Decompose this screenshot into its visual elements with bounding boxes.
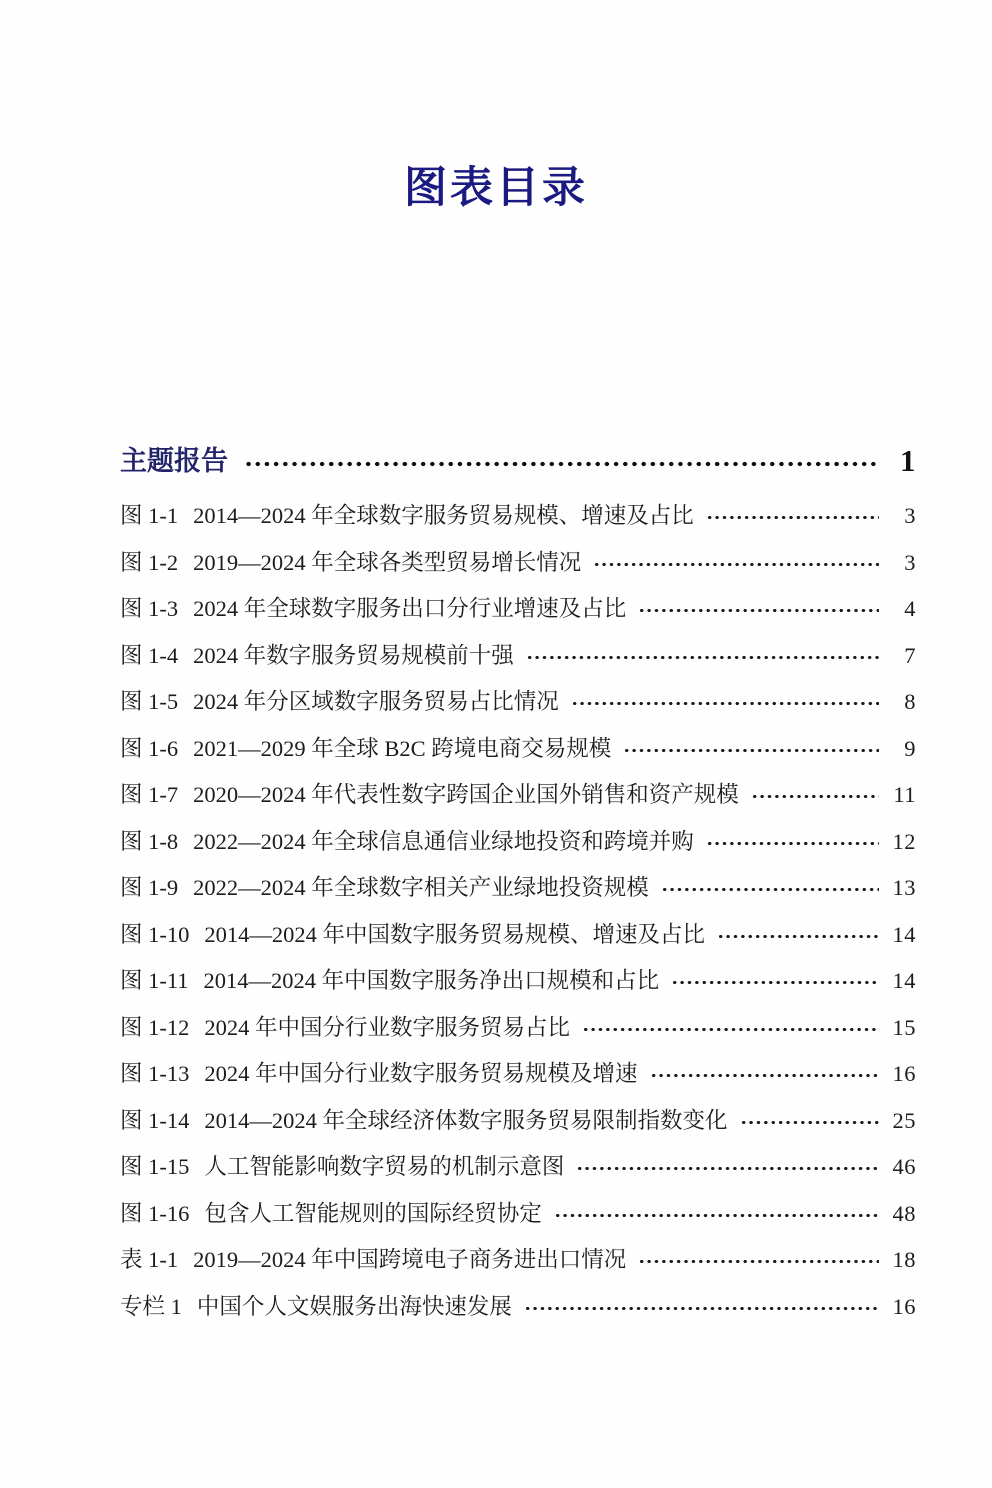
toc-entry	[120, 550, 916, 575]
toc-entry	[120, 1061, 916, 1086]
toc-entry-title: 包含人工智能规则的国际经贸协定	[204, 1200, 542, 1226]
toc-entry-page: 15	[892, 1014, 916, 1040]
toc-entry-list	[120, 503, 916, 1319]
toc-section-heading	[120, 445, 916, 476]
toc-entry	[120, 782, 916, 807]
toc-entry	[120, 1201, 916, 1226]
toc-entry-page: 3	[904, 549, 916, 575]
toc-entry-page: 13	[892, 875, 916, 900]
toc-entry-page: 14	[892, 921, 916, 947]
toc-entry	[120, 829, 916, 854]
toc-entry-label: 专栏 1	[120, 1293, 182, 1319]
toc-entry-page: 8	[904, 689, 916, 714]
toc-entry-page: 9	[904, 735, 916, 761]
toc-entry-label: 图 1-5	[120, 689, 179, 714]
toc-entry-label: 图 1-10	[120, 921, 190, 947]
dot-leader	[740, 1119, 879, 1126]
toc-entry-page: 48	[892, 1200, 916, 1226]
toc-entry-title: 2024 年中国分行业数字服务贸易占比	[204, 1014, 571, 1040]
page-title: 图表目录	[404, 164, 588, 212]
toc-entry-label: 图 1-3	[120, 596, 179, 621]
toc-entry-label: 图 1-6	[120, 735, 179, 761]
toc-entry-title: 2024 年数字服务贸易规模前十强	[193, 642, 514, 668]
toc-entry-title: 2014—2024 年全球数字服务贸易规模、增速及占比	[193, 503, 694, 528]
toc-entry	[120, 1154, 916, 1179]
toc	[120, 445, 916, 1319]
dot-leader	[623, 747, 879, 754]
toc-entry-label: 图 1-4	[120, 642, 179, 668]
toc-entry	[120, 1108, 916, 1133]
toc-entry-label: 图 1-7	[120, 782, 179, 807]
toc-entry-title: 2022—2024 年全球信息通信业绿地投资和跨境并购	[193, 828, 694, 854]
dot-leader	[638, 607, 879, 614]
toc-entry-title: 2014—2024 年中国数字服务贸易规模、增速及占比	[204, 921, 706, 947]
toc-entry-title: 2019—2024 年中国跨境电子商务进出口情况	[193, 1247, 627, 1272]
toc-entry-title: 2024 年分区域数字服务贸易占比情况	[193, 689, 559, 714]
dot-leader	[650, 1072, 879, 1079]
toc-entry-page: 16	[892, 1293, 916, 1319]
dot-leader	[638, 1258, 879, 1265]
toc-entry-page: 46	[892, 1154, 916, 1179]
dot-leader	[706, 514, 879, 521]
toc-entry	[120, 968, 916, 993]
toc-entry-page: 16	[892, 1061, 916, 1086]
toc-entry-page: 12	[892, 828, 916, 854]
toc-entry-label: 图 1-2	[120, 549, 179, 575]
toc-entry-label: 表 1-1	[120, 1247, 179, 1272]
toc-entry-title: 中国个人文娱服务出海快速发展	[196, 1293, 512, 1319]
toc-entry-page: 11	[893, 782, 916, 807]
toc-entry-title: 2014—2024 年全球经济体数字服务贸易限制指数变化	[204, 1107, 728, 1133]
toc-entry-label: 图 1-15	[120, 1154, 190, 1179]
toc-entry-label: 图 1-13	[120, 1061, 190, 1086]
dot-leader	[526, 654, 879, 661]
toc-section-heading-page: 1	[900, 443, 916, 478]
dot-leader	[524, 1305, 879, 1312]
dot-leader	[671, 979, 879, 986]
toc-entry-label: 图 1-12	[120, 1014, 190, 1040]
dot-leader	[661, 886, 879, 893]
toc-entry-label: 图 1-1	[120, 503, 179, 528]
dot-leader	[593, 561, 879, 568]
dot-leader	[717, 933, 879, 940]
toc-entry	[120, 503, 916, 528]
dot-leader	[706, 840, 879, 847]
dot-leader	[576, 1165, 879, 1172]
toc-section-heading-label: 主题报告	[120, 446, 228, 476]
dot-leader	[751, 793, 879, 800]
toc-entry-page: 4	[904, 596, 916, 621]
dot-leader	[244, 460, 878, 468]
toc-entry	[120, 736, 916, 761]
toc-entry-label: 图 1-8	[120, 828, 179, 854]
toc-entry-label: 图 1-16	[120, 1200, 190, 1226]
toc-entry-page: 25	[892, 1107, 916, 1133]
toc-entry-title: 2014—2024 年中国数字服务净出口规模和占比	[203, 968, 660, 993]
toc-entry-label: 图 1-11	[120, 968, 189, 993]
toc-entry-page: 7	[904, 642, 916, 668]
toc-entry-title: 2019—2024 年全球各类型贸易增长情况	[193, 549, 582, 575]
toc-entry-page: 3	[904, 503, 916, 528]
toc-entry-title: 2024 年全球数字服务出口分行业增速及占比	[193, 596, 627, 621]
toc-entry	[120, 1015, 916, 1040]
toc-entry	[120, 922, 916, 947]
toc-entry	[120, 643, 916, 668]
toc-entry-title: 2021—2029 年全球 B2C 跨境电商交易规模	[193, 735, 612, 761]
toc-entry-label: 图 1-9	[120, 875, 179, 900]
toc-entry-title: 2020—2024 年代表性数字跨国企业国外销售和资产规模	[193, 782, 739, 807]
toc-entry-page: 14	[892, 968, 916, 993]
toc-entry-title: 2022—2024 年全球数字相关产业绿地投资规模	[193, 875, 649, 900]
toc-entry	[120, 1247, 916, 1272]
toc-entry	[120, 689, 916, 714]
toc-entry-title: 2024 年中国分行业数字服务贸易规模及增速	[204, 1061, 638, 1086]
dot-leader	[571, 700, 879, 707]
dot-leader	[554, 1212, 879, 1219]
dot-leader	[582, 1026, 879, 1033]
toc-entry	[120, 596, 916, 621]
toc-entry-label: 图 1-14	[120, 1107, 190, 1133]
toc-entry-title: 人工智能影响数字贸易的机制示意图	[204, 1154, 565, 1179]
toc-entry	[120, 1294, 916, 1319]
toc-entry-page: 18	[892, 1247, 916, 1272]
toc-entry	[120, 875, 916, 900]
